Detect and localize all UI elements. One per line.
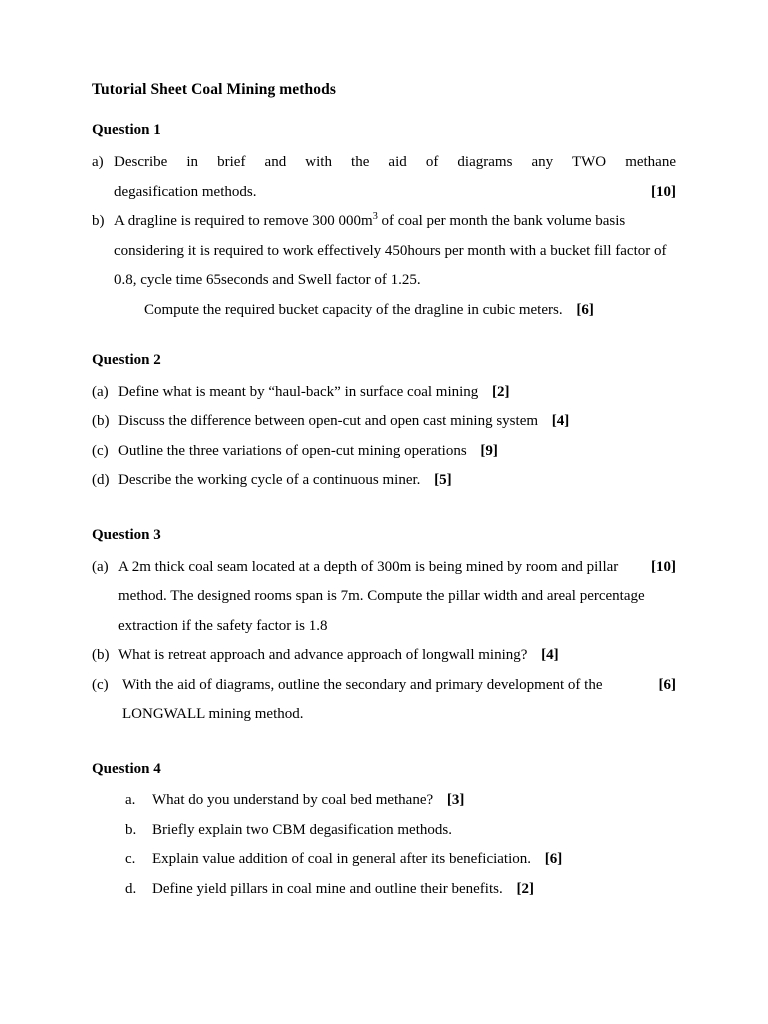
item-text: Explain value addition of coal in general after its beneficiation. (152, 851, 532, 868)
item-text-part-b: of coal per month the bank volume basis considering it is required to work effectively 450hours per month with a bucket fill factor of 0.8, cycle time 65seconds and Swell factor of 1.25. (114, 213, 667, 289)
item-marker: a) (92, 154, 104, 171)
question-block-3 (92, 526, 676, 730)
question-block-2 (92, 351, 676, 496)
item-closing-line (114, 296, 676, 326)
superscript-cubic: 3 (372, 211, 378, 223)
item-marker: c. (125, 851, 136, 868)
item-text: Define yield pillars in coal mine and outline their benefits. (152, 880, 503, 897)
question-2-item-c (92, 437, 676, 467)
marks-badge: [2] (492, 383, 510, 400)
item-line-text: degasification methods. (114, 183, 257, 200)
item-body (152, 845, 676, 875)
marks-badge: [10] (651, 183, 676, 200)
question-4-item-d (92, 875, 676, 905)
item-marker: b. (125, 821, 137, 838)
question-heading-2: Question 2 (92, 352, 161, 369)
question-2-item-b (92, 407, 676, 437)
section-spacer (92, 500, 676, 526)
item-text: Describe the working cycle of a continuous miner. (118, 472, 421, 489)
item-text: Discuss the difference between open-cut and open cast mining system (118, 413, 539, 430)
section-spacer (92, 329, 676, 351)
question-heading-3: Question 3 (92, 526, 161, 543)
question-4-item-a (92, 786, 676, 816)
item-marker: (a) (92, 383, 109, 400)
marks-badge: [6] (544, 851, 563, 868)
item-body (118, 378, 676, 408)
item-text: With the aid of diagrams, outline the secondary and primary development of the LONGWALL mining method. (122, 676, 603, 723)
section-spacer (92, 734, 676, 760)
item-text: Outline the three variations of open-cut mining operations (118, 442, 467, 459)
question-heading-1: Question 1 (92, 122, 161, 139)
question-4-item-b (92, 816, 676, 846)
question-3-item-c (92, 671, 676, 730)
item-body (118, 407, 676, 437)
marks-badge: [5] (434, 472, 452, 489)
item-marker: b) (92, 213, 105, 230)
item-marker: d. (125, 880, 137, 897)
item-marker: a. (125, 792, 136, 809)
marks-badge: [6] (576, 301, 594, 318)
item-body (152, 786, 676, 816)
marks-badge: [6] (658, 676, 676, 693)
question-block-4 (92, 760, 676, 905)
marks-badge: [4] (541, 647, 559, 664)
item-line-2 (114, 178, 676, 208)
item-body (118, 466, 676, 496)
question-block-1 (92, 121, 676, 325)
question-2-item-d (92, 466, 676, 496)
marks-badge: [10] (651, 558, 676, 575)
question-1-item-b (92, 207, 676, 325)
item-body (152, 875, 676, 905)
marks-badge: [4] (551, 413, 570, 430)
item-marker: (b) (92, 413, 110, 430)
question-3-item-b (92, 641, 676, 671)
item-marker: (b) (92, 647, 110, 664)
item-text: A 2m thick coal seam located at a depth of 300m is being mined by room and pillar method. The designed rooms span is 7m. Compute the pillar width and areal percentage extraction if the safety factor is 1.8 (118, 558, 645, 634)
question-2-item-a (92, 378, 676, 408)
marks-badge: [3] (446, 792, 465, 809)
item-body (122, 671, 676, 730)
question-4-item-c (92, 845, 676, 875)
item-body (114, 148, 676, 207)
question-1-item-a (92, 148, 676, 207)
item-text: What is retreat approach and advance approach of longwall mining? (118, 647, 528, 664)
question-3-item-a (92, 553, 676, 642)
item-text: Briefly explain two CBM degasification methods. (152, 821, 452, 838)
page-title: Tutorial Sheet Coal Mining methods (92, 81, 336, 98)
item-body (118, 553, 676, 642)
marks-badge: [9] (480, 442, 498, 459)
item-marker: (c) (92, 442, 109, 459)
item-line-1: Describe in brief and with the aid of diagrams any TWO methane (114, 154, 676, 171)
marks-badge: [2] (516, 880, 534, 897)
item-marker: (d) (92, 472, 110, 489)
item-closing-text: Compute the required bucket capacity of the dragline in cubic meters. (144, 301, 563, 318)
item-body (152, 816, 676, 846)
item-body (118, 641, 676, 671)
question-heading-4: Question 4 (92, 760, 161, 777)
item-marker: (c) (92, 676, 109, 693)
item-text: Define what is meant by “haul-back” in surface coal mining (118, 383, 479, 400)
item-body (118, 437, 676, 467)
item-text-part-a: A dragline is required to remove 300 000m (114, 213, 373, 230)
item-marker: (a) (92, 558, 109, 575)
marks-badge (452, 822, 462, 838)
item-body (114, 207, 676, 325)
item-text: What do you understand by coal bed methane? (152, 792, 434, 809)
